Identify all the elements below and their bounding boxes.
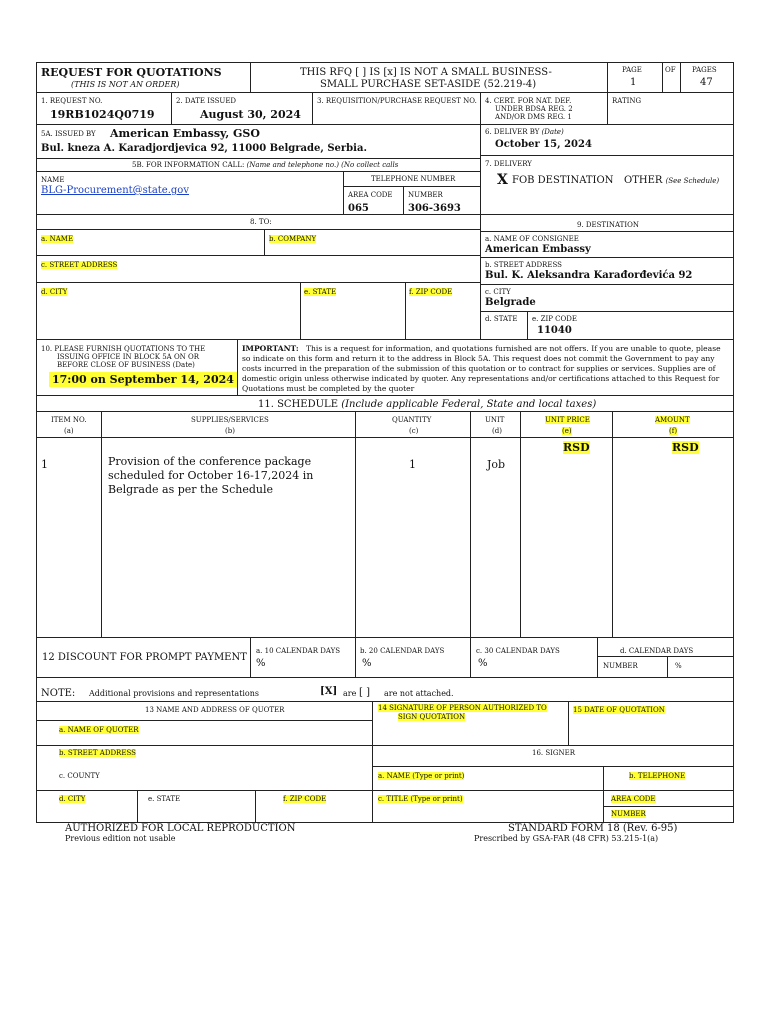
discount-number-label: NUMBER [603,662,638,670]
fob-destination-label: FOB DESTINATION [512,175,614,186]
col-item-sub: (a) [64,427,74,435]
telephone-label: TELEPHONE NUMBER [371,175,456,183]
dest-city-label: c. CITY [485,288,511,296]
form-subtitle: (THIS IS NOT AN ORDER) [71,80,180,89]
signature-label-2: SIGN QUOTATION [398,713,466,721]
pages-value: 47 [700,77,713,88]
delivery-label: 7. DELIVERY [485,160,532,168]
note-text: Additional provisions and representations [89,689,259,698]
dest-state-label: d. STATE [485,315,518,323]
fob-checkmark[interactable]: X [497,172,508,188]
number-label: NUMBER [408,191,443,199]
not-attached-label: are not attached. [384,689,454,698]
other-label: OTHER (See Schedule) [624,175,720,186]
row-unit-price[interactable]: RSD [563,441,590,454]
col-amount-sub: (f) [669,427,678,435]
col-supplies-header: SUPPLIES/SERVICES [191,416,269,424]
discount-days-pct[interactable]: % [675,662,682,670]
to-name-label: a. NAME [41,235,74,243]
discount-20-label: b. 20 CALENDAR DAYS [360,647,445,655]
destination-label: 9. DESTINATION [577,221,639,229]
col-supplies-sub: (b) [225,427,235,435]
issued-by-name: American Embassy, GSO [110,127,260,140]
page-label: PAGE [622,66,642,74]
discount-10-label: a. 10 CALENDAR DAYS [256,647,341,655]
dest-zip-value: 11040 [537,325,572,336]
rfq-setaside-line2: SMALL PURCHASE SET-ASIDE (52.219-4) [320,79,537,90]
to-label: 8. TO: [250,218,272,226]
deliver-by-label: 6. DELIVER BY (Date) [485,128,564,136]
cert-label-2: UNDER BDSA REG. 2 [495,105,573,113]
important-notice: IMPORTANT: This is a request for information, and quotations furnished are not offers. If you are unable to quote, please so indicate on this form and return it to the address in Block 5A. This request does not commit the Government to pay any costs incurred in the preparation of the submission of this quotation or to contract for supplies or services. Supplies are of domestic origin unless otherwise indicated by quoter. Any representations and/or certifications attached to this Request for Quotations must be completed by the quoter [242,344,721,393]
footer-prescribed-by: Prescribed by GSA-FAR (48 CFR) 53.215-1(a) [474,834,659,843]
col-qty-header: QUANTITY [392,416,432,424]
dest-zip-label: e. ZIP CODE [532,315,577,323]
issued-by-label: 5A. ISSUED BY [41,130,96,138]
date-of-quotation-label: 15 DATE OF QUOTATION [573,706,665,714]
issued-by-address: Bul. kneza A. Karadjordjevica 92, 11000 Belgrade, Serbia. [41,143,367,154]
to-company-label: b. COMPANY [269,235,317,243]
signer-label: 16. SIGNER [532,749,576,757]
furnish-line1: 10. PLEASE FURNISH QUOTATIONS TO THE [41,345,206,353]
cert-label-1: 4. CERT. FOR NAT. DEF. [485,97,572,105]
info-call-label: 5B. FOR INFORMATION CALL: (Name and telephone no.) (No collect calls [132,161,399,169]
to-street-label: c. STREET ADDRESS [41,261,118,269]
info-name-label: NAME [41,176,65,184]
quoter-city-label: d. CITY [59,795,86,803]
col-item-header: ITEM NO. [51,416,87,424]
to-city-label: d. CITY [41,288,68,296]
quoter-state-label: e. STATE [148,795,181,803]
signer-name-label: a. NAME (Type or print) [378,772,465,780]
discount-days-label: d. CALENDAR DAYS [620,647,694,655]
to-zip-label: f. ZIP CODE [409,288,453,296]
discount-label: 12 DISCOUNT FOR PROMPT PAYMENT [42,652,247,663]
quoter-zip-label: f. ZIP CODE [283,795,327,803]
col-price-header: UNIT PRICE [545,416,590,424]
furnish-line2: ISSUING OFFICE IN BLOCK 5A ON OR [57,353,200,361]
signer-area-code-label: AREA CODE [611,795,656,803]
row-description: Provision of the conference package scheduled for October 16-17,2024 in Belgrade as per the Schedule [108,455,314,496]
of-label: OF [665,66,676,74]
deliver-by-value: October 15, 2024 [495,139,592,150]
consignee-value: American Embassy [485,244,591,255]
discount-30-label: c. 30 CALENDAR DAYS [476,647,560,655]
attached-checkbox[interactable]: [X] [320,686,338,697]
row-item-no: 1 [41,458,48,471]
signature-label-1: 14 SIGNATURE OF PERSON AUTHORIZED TO [378,704,547,712]
form-title: REQUEST FOR QUOTATIONS [41,66,222,79]
furnish-line3: BEFORE CLOSE OF BUSINESS (Date) [57,361,195,369]
col-unit-sub: (d) [492,427,502,435]
signer-telephone-label: b. TELEPHONE [629,772,686,780]
quoter-name-label: a. NAME OF QUOTER [59,726,139,734]
footer-previous-edition: Previous edition not usable [65,834,176,843]
pages-label: PAGES [692,66,717,74]
note-label: NOTE: [41,688,76,699]
page-value: 1 [630,77,637,88]
requisition-label: 3. REQUISITION/PURCHASE REQUEST NO. [317,97,477,105]
contact-email-link[interactable]: BLG-Procurement@state.gov [41,185,189,196]
discount-10-pct[interactable]: % [256,658,266,669]
quoter-street-label: b. STREET ADDRESS [59,749,136,757]
cert-label-3: AND/OR DMS REG. 1 [495,113,572,121]
discount-20-pct[interactable]: % [362,658,372,669]
area-code-value: 065 [348,203,369,214]
discount-30-pct[interactable]: % [478,658,488,669]
quoter-section-label: 13 NAME AND ADDRESS OF QUOTER [145,706,285,714]
footer-authorized: AUTHORIZED FOR LOCAL REPRODUCTION [65,823,296,834]
row-quantity: 1 [409,458,416,471]
col-unit-header: UNIT [485,416,505,424]
are-label: are [343,689,357,698]
request-no-label: 1. REQUEST NO. [41,97,103,105]
rfq-setaside-line1: THIS RFQ [ ] IS [x] IS NOT A SMALL BUSINESS- [300,67,552,78]
number-value: 306-3693 [408,203,461,214]
schedule-title: 11. SCHEDULE (Include applicable Federal, State and local taxes) [258,399,597,410]
area-code-label: AREA CODE [348,191,393,199]
quoter-county-label: c. COUNTY [59,772,100,780]
request-no-value: 19RB1024Q0719 [50,108,155,121]
signer-title-label: c. TITLE (Type or print) [378,795,463,803]
row-unit: Job [487,458,506,471]
rating-label: RATING [612,97,642,105]
signer-number-label: NUMBER [611,810,646,818]
dest-street-label: b. STREET ADDRESS [485,261,562,269]
dest-city-value: Belgrade [485,297,536,308]
dest-street-value: Bul. K. Aleksandra Karađorđevića 92 [485,270,693,281]
col-price-sub: (e) [562,427,572,435]
quotation-deadline: 17:00 on September 14, 2024 [49,372,237,387]
consignee-label: a. NAME OF CONSIGNEE [485,235,579,243]
col-amount-header: AMOUNT [655,416,690,424]
date-issued-value: August 30, 2024 [200,108,301,121]
col-qty-sub: (c) [409,427,419,435]
not-attached-checkbox[interactable]: [ ] [359,687,370,698]
footer-form-number: STANDARD FORM 18 (Rev. 6-95) [508,823,678,834]
to-state-label: e. STATE [304,288,337,296]
row-amount[interactable]: RSD [672,441,699,454]
date-issued-label: 2. DATE ISSUED [176,97,237,105]
